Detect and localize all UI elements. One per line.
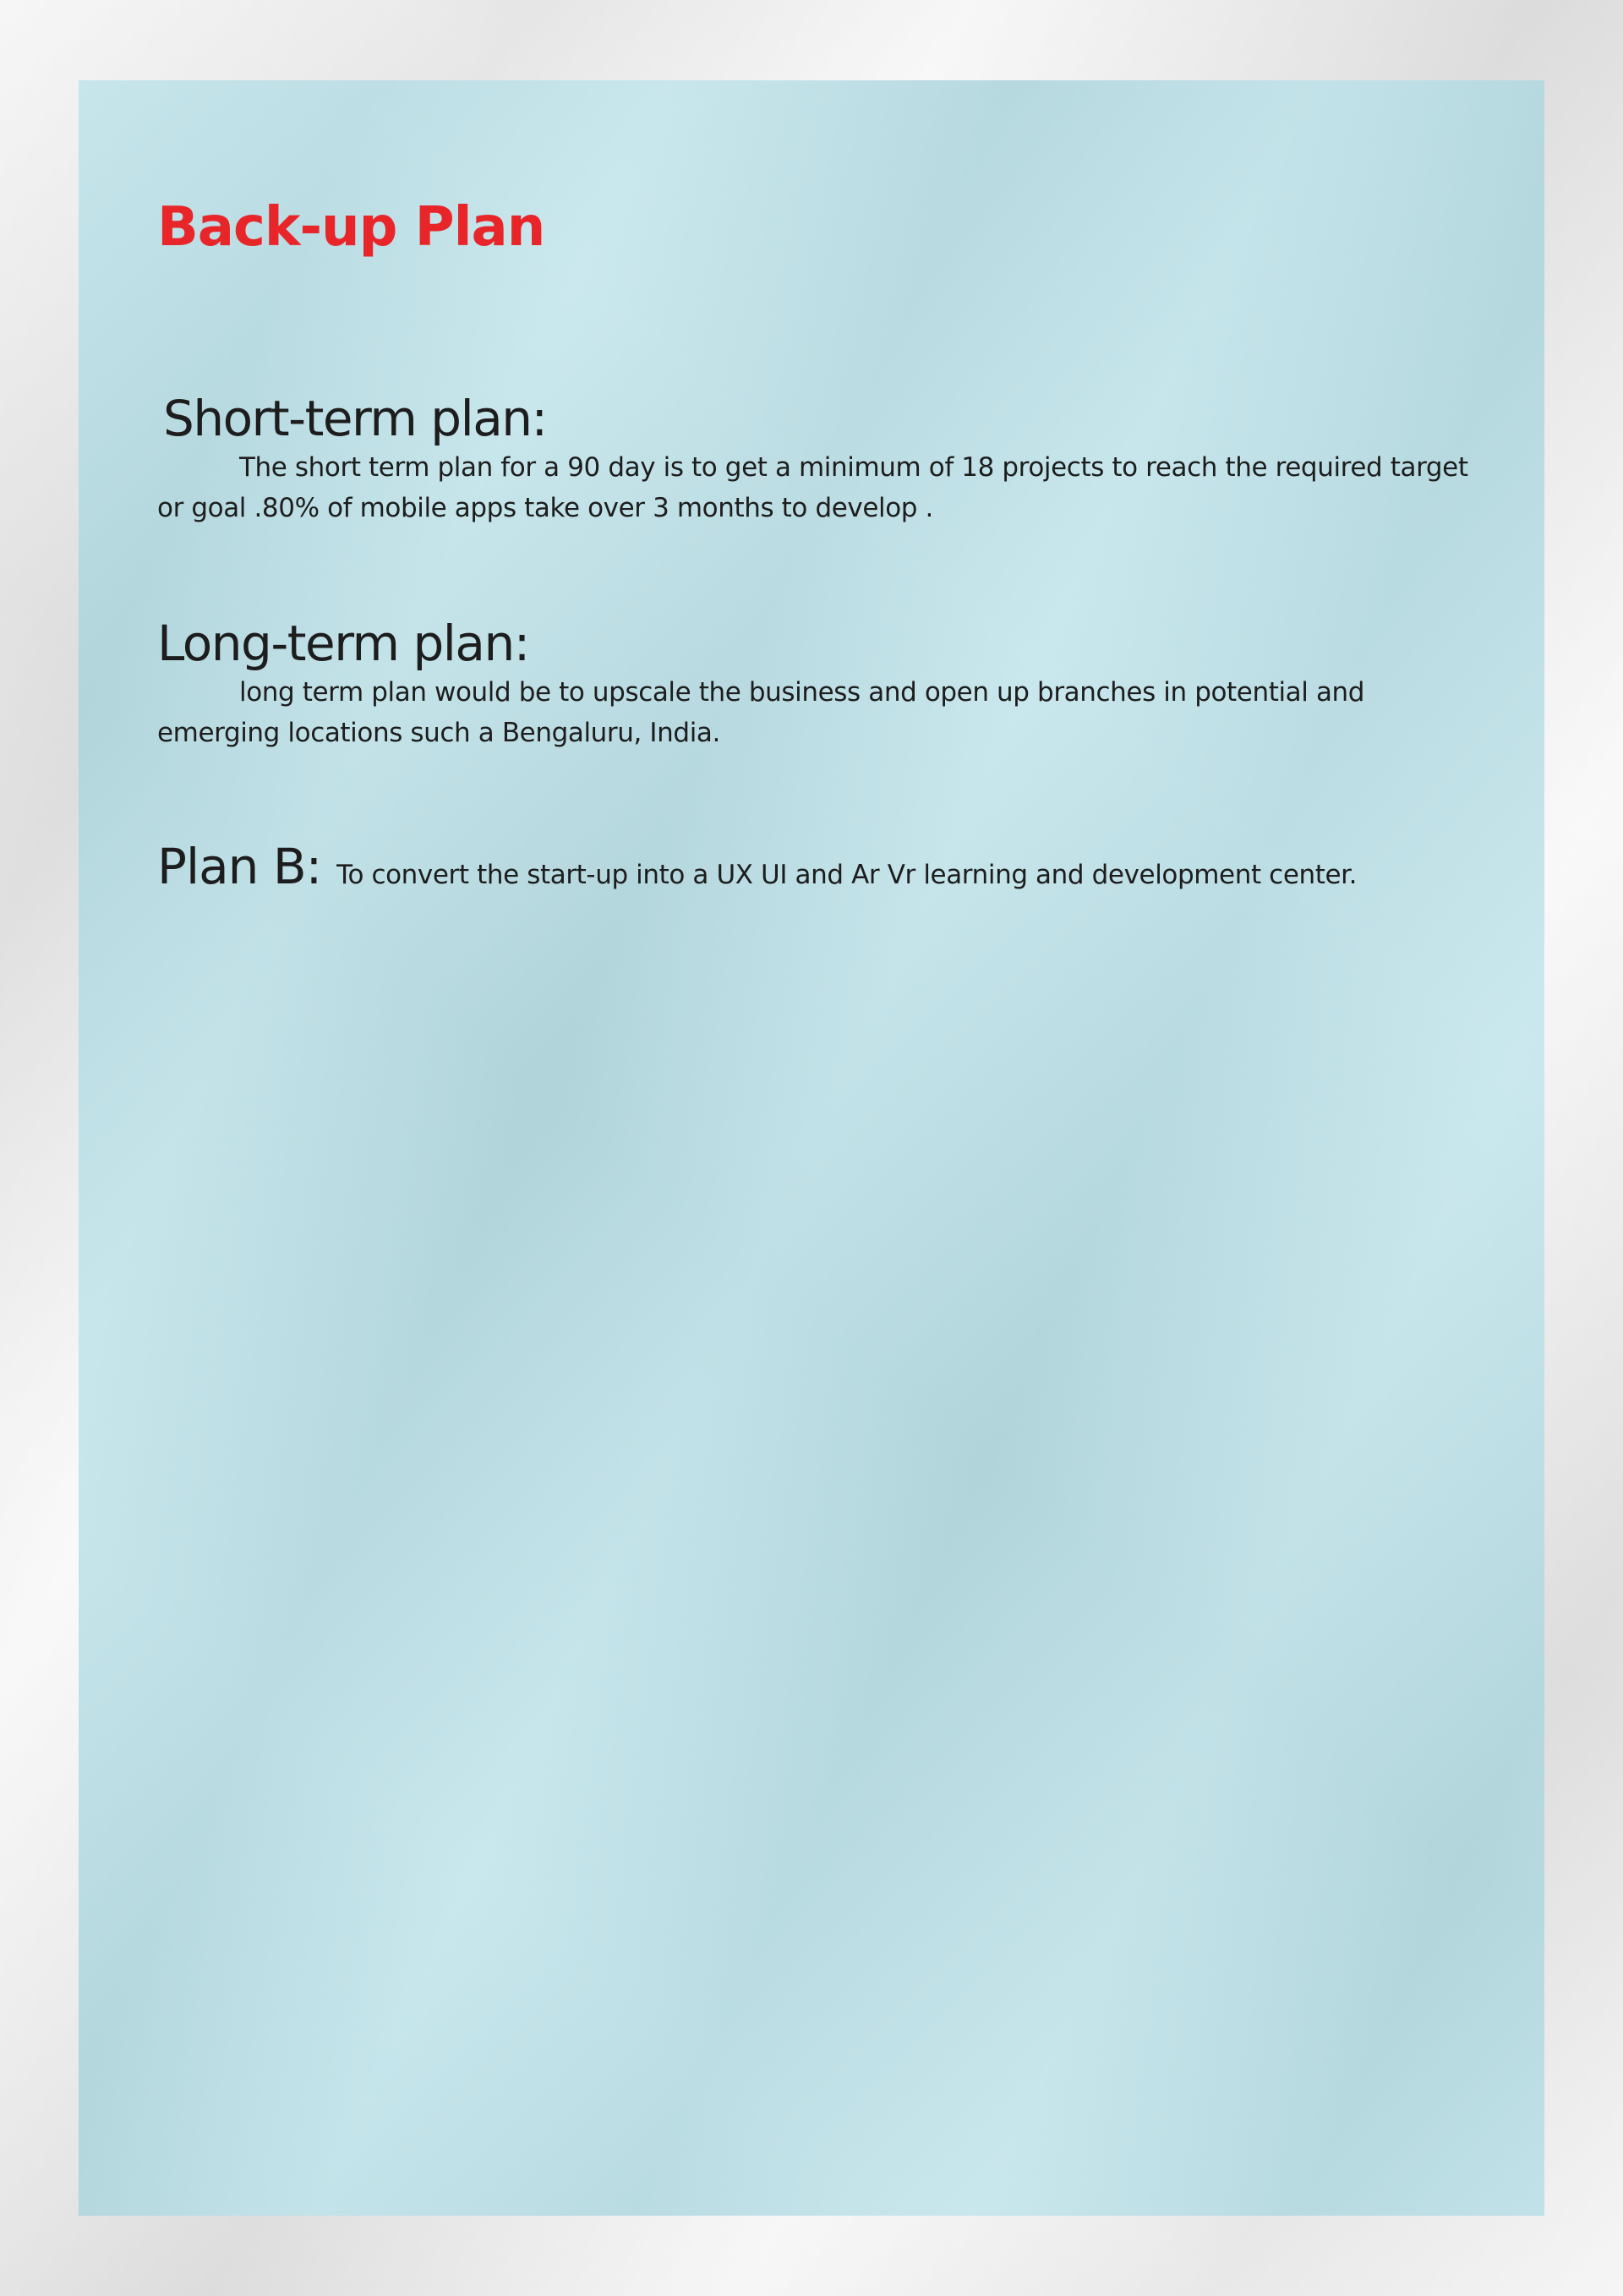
- page-title: Back-up Plan: [157, 196, 545, 259]
- content-panel: [79, 80, 1544, 2216]
- long-term-heading: Long-term plan:: [157, 615, 529, 672]
- short-term-heading: Short-term plan:: [163, 390, 547, 447]
- short-term-text: The short term plan for a 90 day is to get a minimum of 18 projects to reach the required target or goal .80% of mobile apps take over 3 months to develop .: [157, 452, 1468, 523]
- plan-b-text: To convert the start-up into a UX UI and Ar Vr learning and development center.: [336, 860, 1358, 890]
- plan-b-section: [157, 838, 1357, 895]
- plan-b-heading: Plan B:: [157, 838, 322, 895]
- long-term-text: long term plan would be to upscale the business and open up branches in potential and emerging locations such a Bengaluru, India.: [157, 677, 1365, 748]
